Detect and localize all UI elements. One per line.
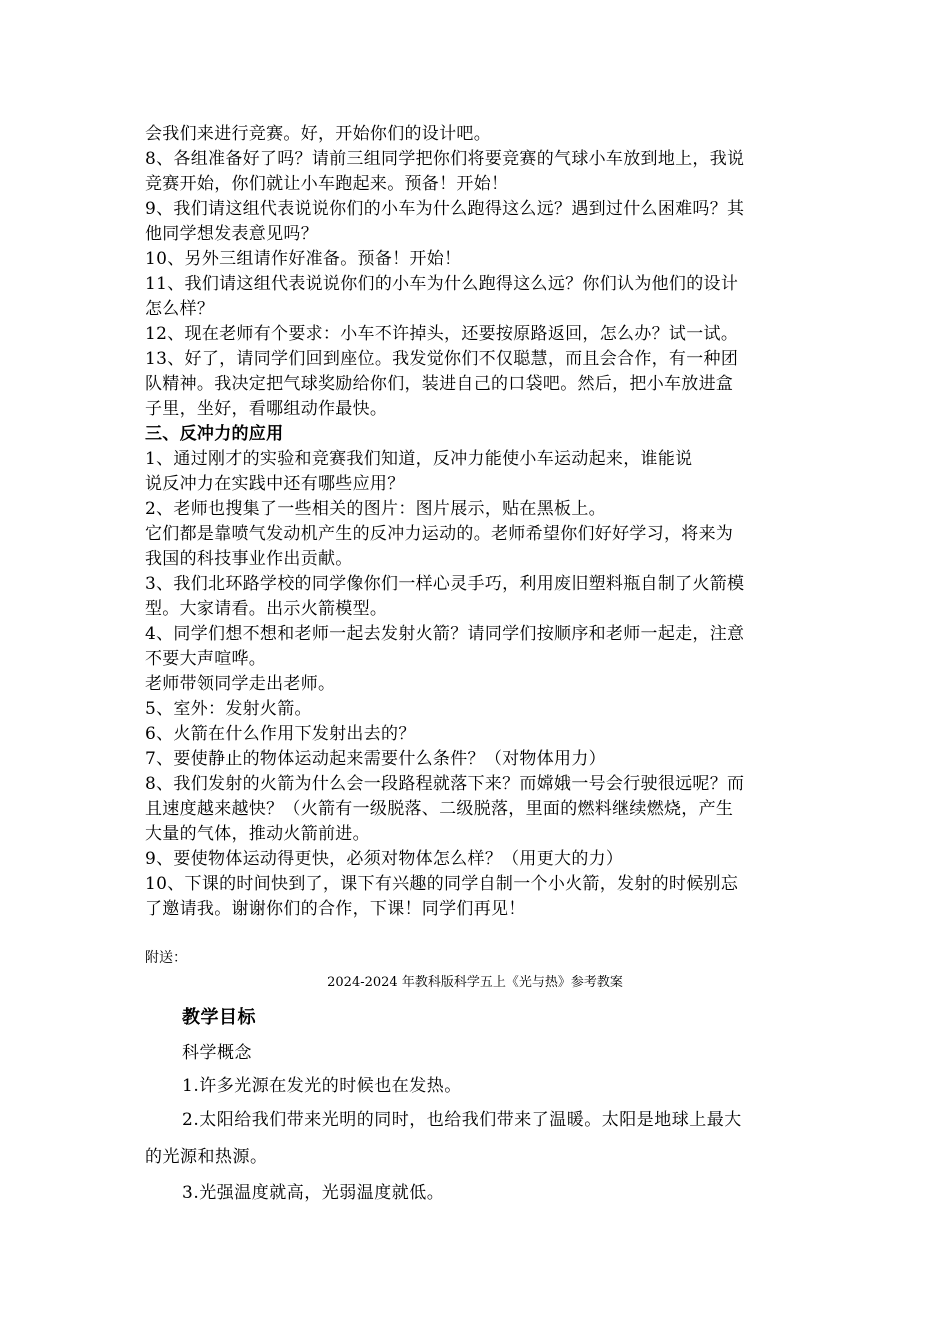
body-line: 2、老师也搜集了一些相关的图片：图片展示，贴在黑板上。 <box>145 499 606 519</box>
body-line: 10、下课的时间快到了，课下有兴趣的同学自制一个小火箭，发射的时候别忘 <box>145 874 739 894</box>
body-line: 不要大声喧哗。 <box>145 649 267 669</box>
body-line: 老师带领同学走出老师。 <box>145 674 336 694</box>
body-line: 1、通过刚才的实验和竞赛我们知道，反冲力能使小车运动起来，谁能说 <box>145 449 693 469</box>
body-line: 我国的科技事业作出贡献。 <box>145 549 353 569</box>
body-line: 9、我们请这组代表说说你们的小车为什么跑得这么远？遇到过什么困难吗？其 <box>145 199 745 219</box>
appendix-title: 2024-2024 年教科版科学五上《光与热》参考教案 <box>327 975 623 990</box>
body-line: 型。大家请看。出示火箭模型。 <box>145 599 388 619</box>
body-line: 子里，坐好，看哪组动作最快。 <box>145 399 388 419</box>
body-line: 且速度越来越快？（火箭有一级脱落、二级脱落，里面的燃料继续燃烧，产生 <box>145 799 734 819</box>
body-line: 11、我们请这组代表说说你们的小车为什么跑得这么远？你们认为他们的设计 <box>145 274 739 294</box>
body-line: 6、火箭在什么作用下发射出去的？ <box>145 724 416 744</box>
body-line: 8、我们发射的火箭为什么会一段路程就落下来？而嫦娥一号会行驶很远呢？而 <box>145 774 745 794</box>
body-line: 队精神。我决定把气球奖励给你们，装进自己的口袋吧。然后，把小车放进盒 <box>145 374 734 394</box>
teaching-goals-heading: 教学目标 <box>182 1007 256 1028</box>
concept-item-1: 1.许多光源在发光的时候也在发热。 <box>182 1076 462 1096</box>
body-line: 怎么样？ <box>145 299 215 319</box>
body-line: 说反冲力在实践中还有哪些应用？ <box>145 474 405 494</box>
body-line: 他同学想发表意见吗？ <box>145 224 318 244</box>
body-line: 大量的气体，推动火箭前进。 <box>145 824 370 844</box>
body-line: 10、另外三组请作好准备。预备！开始！ <box>145 249 462 269</box>
science-concept-subheading: 科学概念 <box>182 1043 252 1063</box>
body-line: 它们都是靠喷气发动机产生的反冲力运动的。老师希望你们好好学习，将来为 <box>145 524 734 544</box>
body-line: 竞赛开始，你们就让小车跑起来。预备！开始！ <box>145 174 509 194</box>
concept-item-2: 2.太阳给我们带来光明的同时，也给我们带来了温暖。太阳是地球上最大 <box>182 1110 742 1130</box>
body-line: 会我们来进行竞赛。好，开始你们的设计吧。 <box>145 124 491 144</box>
body-line: 3、我们北环路学校的同学像你们一样心灵手巧，利用废旧塑料瓶自制了火箭模 <box>145 574 745 594</box>
body-line: 7、要使静止的物体运动起来需要什么条件？（对物体用力） <box>145 749 606 769</box>
body-line: 5、室外：发射火箭。 <box>145 699 312 719</box>
body-line: 9、要使物体运动得更快，必须对物体怎么样？（用更大的力） <box>145 849 624 869</box>
section-heading: 三、反冲力的应用 <box>145 424 284 444</box>
concept-item-2-cont: 的光源和热源。 <box>145 1147 268 1167</box>
concept-item-3: 3.光强温度就高，光弱温度就低。 <box>182 1183 445 1203</box>
body-line: 了邀请我。谢谢你们的合作，下课！同学们再见！ <box>145 899 526 919</box>
appendix-label: 附送： <box>145 950 187 966</box>
body-line: 4、同学们想不想和老师一起去发射火箭？请同学们按顺序和老师一起走，注意 <box>145 624 745 644</box>
body-line: 12、现在老师有个要求：小车不许掉头，还要按原路返回，怎么办？试一试。 <box>145 324 739 344</box>
body-line: 8、各组准备好了吗？请前三组同学把你们将要竞赛的气球小车放到地上，我说 <box>145 149 745 169</box>
body-line: 13、好了，请同学们回到座位。我发觉你们不仅聪慧，而且会合作，有一种团 <box>145 349 739 369</box>
